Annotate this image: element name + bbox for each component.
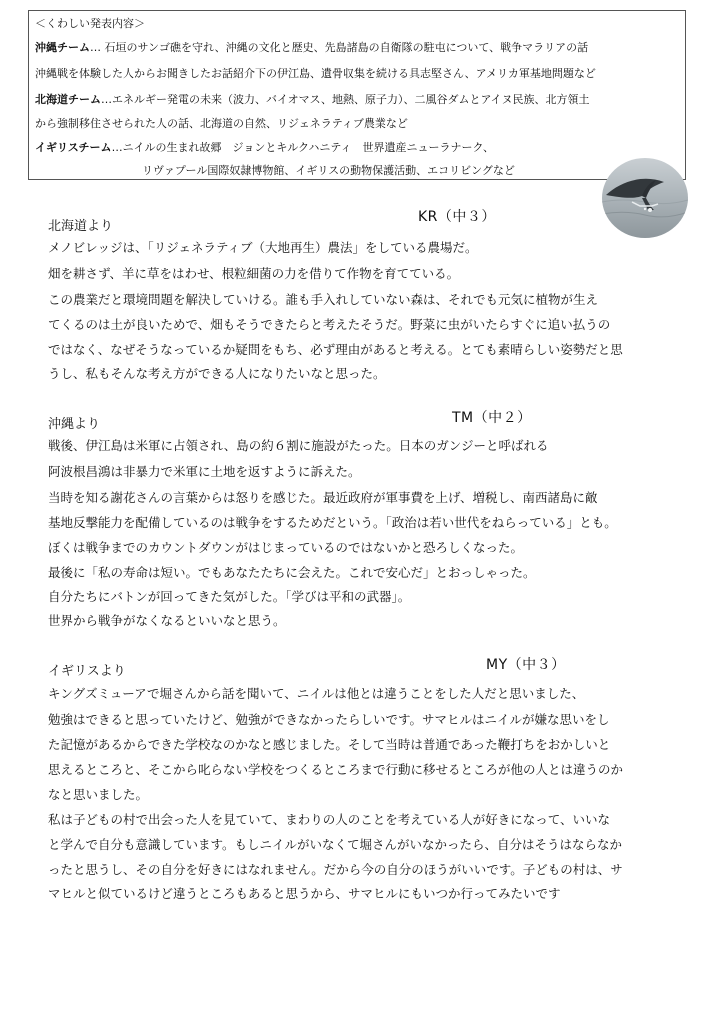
okinawa-team-label: 沖縄チーム	[35, 41, 90, 54]
uk-team-text: …ニイルの生まれ故郷 ジョンとキルクハニティ 世界遺産ニューラナーク、	[111, 141, 495, 154]
summary-uk-line-1	[35, 141, 494, 155]
summary-header: ＜くわしい発表内容＞	[35, 17, 145, 30]
summary-okinawa-line-1	[35, 41, 588, 55]
report-line: と学んで自分も意識しています。もしニイルがいなくて堀さんがいなかったら、自分はそうはならなか	[48, 837, 623, 852]
report-line: 当時を知る謝花さんの言葉からは怒りを感じた。最近政府が軍事費を上げ、増税し、南西諸島に敵	[48, 490, 598, 505]
report-line: ったと思うし、その自分を好きにはなれません。だから今の自分のほうがいいです。子どもの村は、サ	[48, 862, 623, 877]
report-line: 戦後、伊江島は米軍に占領され、島の約６割に施設がたった。日本のガンジーと呼ばれる	[48, 438, 549, 453]
hokkaido-team-text: …エネルギー発電の未来（波力、バイオマス、地熱、原子力）、二風谷ダムとアイヌ民族、北方領土	[101, 93, 590, 106]
report-line: 勉強はできると思っていたけど、勉強ができなかったらしいです。サマヒルはニイルが嫌な思いをし	[48, 712, 610, 727]
summary-hokkaido-line-1	[35, 93, 590, 107]
report-line: この農業だと環境問題を解決していける。誰も手入れしていない森は、それでも元気に植物が生え	[48, 292, 599, 307]
report-author-uk: MY（中３）	[486, 657, 566, 673]
report-line: なと思いました。	[48, 787, 149, 802]
report-line: マヒルと似ているけど違うところもあると思うから、サマヒルにもいつか行ってみたいです	[48, 886, 561, 901]
report-heading-uk: イギリスより	[48, 664, 126, 679]
report-line: 阿波根昌鴻は非暴力で米軍に土地を返すように訴えた。	[48, 464, 361, 479]
report-line: てくるのは土が良いためで、畑もそうできたらと考えたそうだ。野菜に虫がいたらすぐに追い払うの	[48, 317, 611, 332]
summary-hokkaido-line-2: から強制移住させられた人の話、北海道の自然、リジェネラティブ農業など	[35, 117, 408, 130]
report-line: 自分たちにバトンが回ってきた気がした。「学びは平和の武器」。	[48, 589, 411, 604]
report-line: 私は子どもの村で出会った人を見ていて、まわりの人のことを考えている人が好きになって、いいな	[48, 812, 611, 827]
whale-tail-icon	[602, 158, 688, 238]
report-line: ではなく、なぜそうなっているか疑問をもち、必ず理由があると考える。とても素晴らしい姿勢だと思	[48, 342, 623, 357]
report-heading-okinawa: 沖縄より	[48, 417, 101, 432]
uk-team-label: イギリスチーム	[35, 141, 112, 154]
summary-okinawa-line-2: 沖縄戦を体験した人からお聞きしたお話紹介下の伊江島、遺骨収集を続ける具志堅さん、アメリカ軍基地問題など	[35, 67, 596, 80]
report-author-hokkaido: KR（中３）	[418, 209, 496, 225]
okinawa-team-text: … 石垣のサンゴ礁を守れ、沖縄の文化と歴史、先島諸島の自衛隊の駐屯について、戦争マラリアの話	[90, 41, 589, 54]
report-line: 基地反撃能力を配備しているのは戦争をするためだという。「政治は若い世代をねらっている」とも。	[48, 515, 617, 530]
report-line: 思えるところと、そこから叱らない学校をつくるところまで行動に移せるところが他の人とは違うのか	[48, 762, 624, 777]
report-line: うし、私もそんな考え方ができる人になりたいなと思った。	[48, 366, 386, 381]
report-heading-hokkaido: 北海道より	[48, 219, 114, 234]
summary-uk-line-2: リヴァプール国際奴隷博物館、イギリスの動物保護活動、エコリビングなど	[142, 164, 515, 177]
report-line: ぼくは戦争までのカウントダウンがはじまっているのではないかと恐ろしくなった。	[48, 540, 524, 555]
report-author-okinawa: TM（中２）	[452, 410, 532, 426]
report-line: キングズミューアで堀さんから話を聞いて、ニイルは他とは違うことをした人だと思いました、	[48, 686, 585, 701]
report-line: 畑を耕さず、羊に草をはわせ、根粒細菌の力を借りて作物を育てている。	[48, 266, 460, 281]
report-line: メノビレッジは、「リジェネラティブ（大地再生）農法」をしている農場だ。	[48, 240, 478, 255]
hokkaido-team-label: 北海道チーム	[35, 93, 101, 106]
whale-tail-photo	[602, 158, 688, 238]
summary-box	[28, 10, 686, 180]
report-line: 世界から戦争がなくなるといいなと思う。	[48, 613, 286, 628]
report-line: た記憶があるからできた学校なのかなと感じました。そして当時は普通であった鞭打ちをおかしいと	[48, 737, 611, 752]
report-line: 最後に「私の寿命は短い。でもあなたたちに会えた。これで安心だ」とおっしゃった。	[48, 565, 536, 580]
